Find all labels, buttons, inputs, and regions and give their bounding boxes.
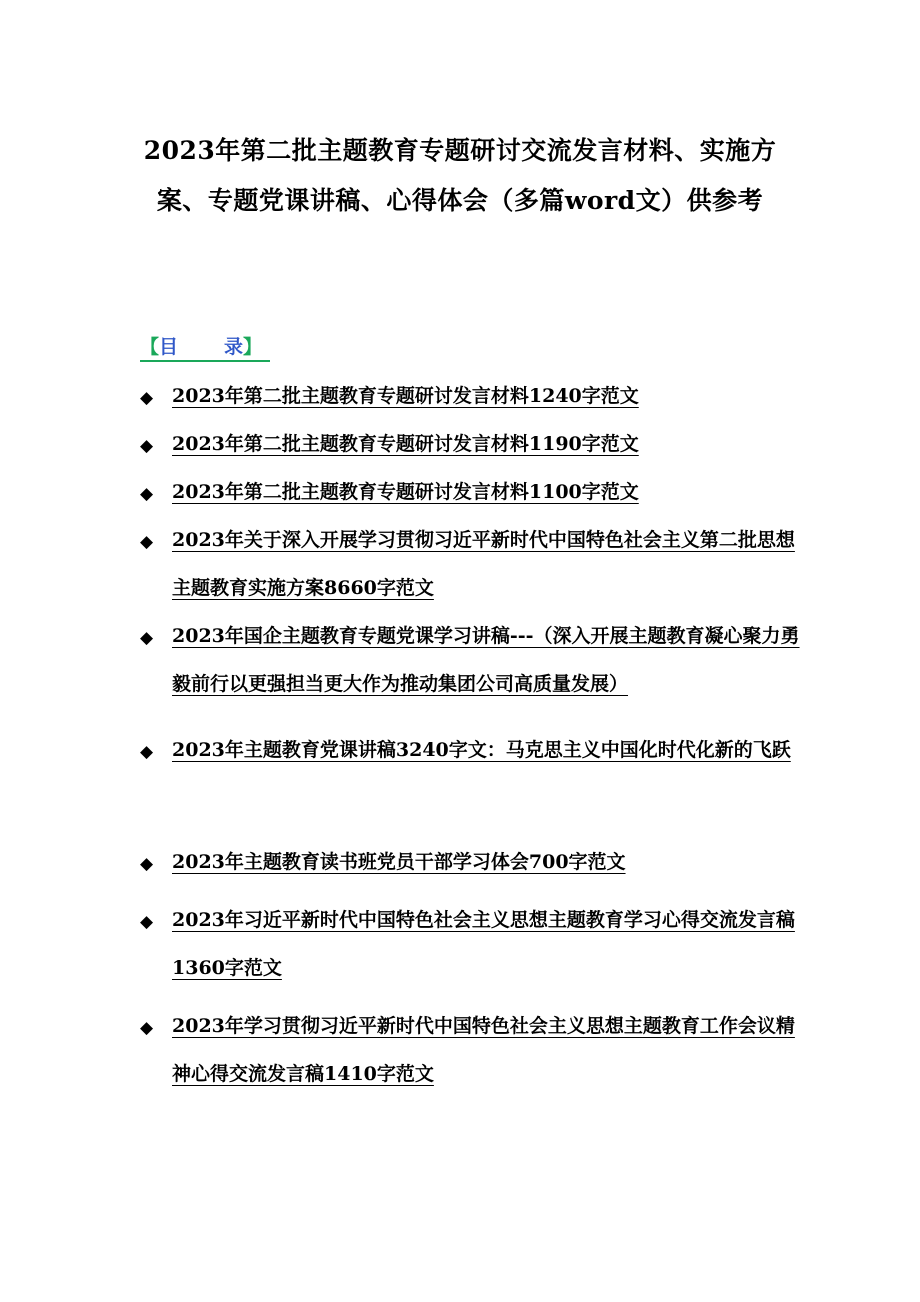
toc-entry-text[interactable]: 2023年学习贯彻习近平新时代中国特色社会主义思想主题教育工作会议精神心得交流发言稿1410字范文 — [172, 1015, 795, 1085]
toc-word-1: 目 — [159, 336, 179, 358]
bullet-diamond-icon: ◆ — [140, 1018, 154, 1038]
bullet-diamond-icon: ◆ — [140, 484, 154, 504]
bullet-diamond-icon: ◆ — [140, 854, 154, 874]
toc-entry-link[interactable] — [172, 896, 802, 992]
bullet-diamond-icon: ◆ — [140, 742, 154, 762]
toc-entry-text[interactable]: 2023年第二批主题教育专题研讨发言材料1190字范文 — [172, 433, 639, 455]
toc-entry-link[interactable] — [172, 516, 802, 612]
toc-entry-text[interactable]: 2023年第二批主题教育专题研讨发言材料1240字范文 — [172, 385, 639, 407]
toc-entry-text[interactable]: 2023年主题教育党课讲稿3240字文：马克思主义中国化时代化新的飞跃 — [172, 739, 791, 761]
toc-heading — [140, 334, 270, 362]
bullet-diamond-icon: ◆ — [140, 436, 154, 456]
toc-entry-link[interactable] — [172, 726, 802, 774]
bullet-diamond-icon: ◆ — [140, 388, 154, 408]
toc-entry-link[interactable] — [172, 612, 802, 708]
toc-entry-text[interactable]: 2023年第二批主题教育专题研讨发言材料1100字范文 — [172, 481, 639, 503]
toc-entry-link[interactable] — [172, 468, 802, 516]
toc-open-bracket: 【 — [140, 336, 160, 358]
bullet-diamond-icon: ◆ — [140, 912, 154, 932]
toc-heading-underline — [140, 360, 270, 362]
toc-close-bracket: 】 — [243, 336, 263, 358]
bullet-diamond-icon: ◆ — [140, 628, 154, 648]
toc-word-2: 录 — [224, 336, 244, 358]
toc-entry-text[interactable]: 2023年国企主题教育专题党课学习讲稿---（深入开展主题教育凝心聚力勇毅前行以更强担当更大作为推动集团公司高质量发展） — [172, 625, 800, 695]
bullet-diamond-icon: ◆ — [140, 532, 154, 552]
toc-entry-text[interactable]: 2023年习近平新时代中国特色社会主义思想主题教育学习心得交流发言稿1360字范文 — [172, 909, 795, 979]
toc-entry-text[interactable]: 2023年主题教育读书班党员干部学习体会700字范文 — [172, 851, 626, 873]
toc-entry-text[interactable]: 2023年关于深入开展学习贯彻习近平新时代中国特色社会主义第二批思想主题教育实施方案8660字范文 — [172, 529, 795, 599]
toc-entry-link[interactable] — [172, 838, 802, 886]
toc-entry-link[interactable] — [172, 1002, 802, 1098]
document-title: 2023年第二批主题教育专题研讨交流发言材料、实施方案、专题党课讲稿、心得体会（多篇word文）供参考 — [143, 136, 777, 215]
toc-entry-link[interactable] — [172, 420, 802, 468]
toc-entry-link[interactable] — [172, 372, 802, 420]
